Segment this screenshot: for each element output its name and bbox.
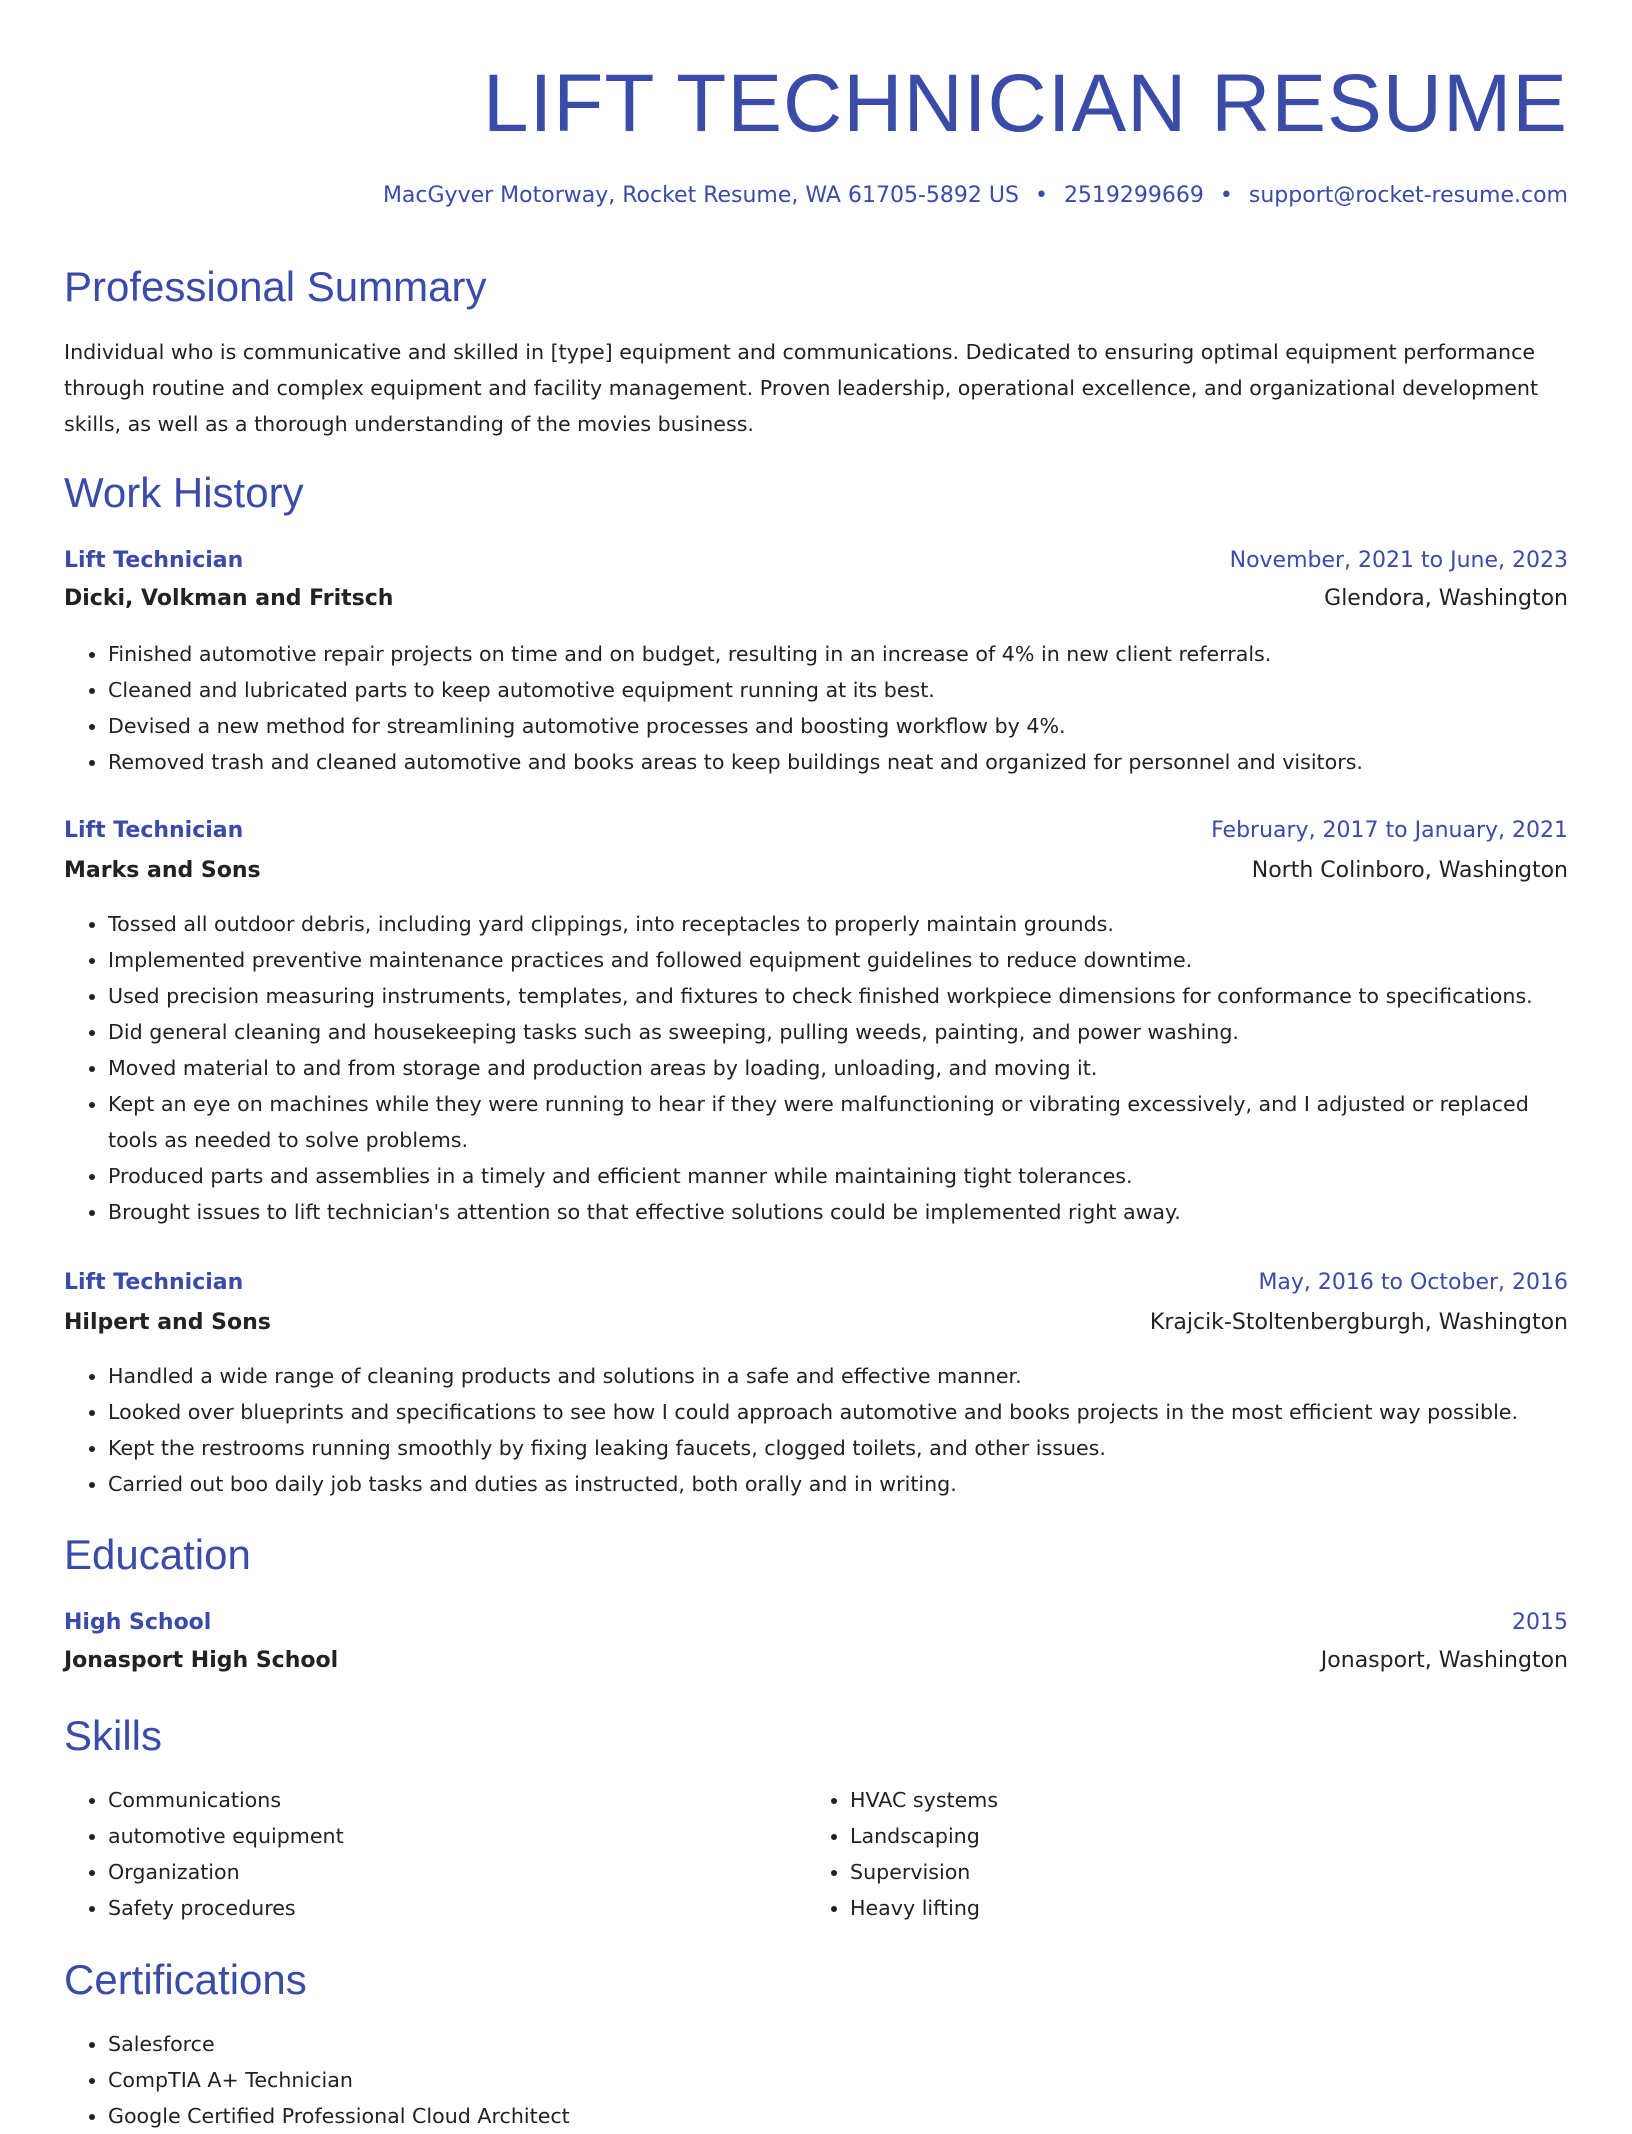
education-school-row <box>64 1643 1568 1683</box>
contact-address: MacGyver Motorway, Rocket Resume, WA 61705-5892 US <box>382 183 1019 208</box>
list-item: • Salesforce <box>108 2026 1568 2062</box>
education-heading: Education <box>64 1531 251 1578</box>
job-2-company-row <box>64 853 1568 893</box>
job-1-title-row <box>64 543 1568 583</box>
job-1-location: Glendora, Washington <box>1324 586 1568 611</box>
job-3-bullets <box>64 1358 1568 1502</box>
list-item: • HVAC systems <box>850 1782 1550 1818</box>
list-item: • Kept the restrooms running smoothly by fixing leaking faucets, clogged toilets, and other issues. <box>108 1430 1568 1466</box>
job-1-company: Dicki, Volkman and Fritsch <box>64 586 394 611</box>
list-item: • Handled a wide range of cleaning products and solutions in a safe and effective manner. <box>108 1358 1568 1394</box>
job-2-company: Marks and Sons <box>64 858 261 883</box>
list-item: • Kept an eye on machines while they were running to hear if they were malfunctioning or vibrating excessively, and I adjusted or replaced tools as needed to solve problems. <box>108 1086 1568 1158</box>
list-item: • Cleaned and lubricated parts to keep automotive equipment running at its best. <box>108 672 1568 708</box>
education-degree-row <box>64 1605 1568 1645</box>
list-item: • Heavy lifting <box>850 1890 1550 1926</box>
list-item: • CompTIA A+ Technician <box>108 2062 1568 2098</box>
education-school: Jonasport High School <box>64 1648 339 1673</box>
skills-heading: Skills <box>64 1712 163 1759</box>
job-1-dates: November, 2021 to June, 2023 <box>1229 548 1568 573</box>
list-item: • Produced parts and assemblies in a timely and efficient manner while maintaining tight tolerances. <box>108 1158 1568 1194</box>
list-item: • Tossed all outdoor debris, including yard clippings, into receptacles to properly maintain grounds. <box>108 906 1568 942</box>
list-item: • Supervision <box>850 1854 1550 1890</box>
job-3-title-row <box>64 1265 1568 1305</box>
list-item: • Did general cleaning and housekeeping tasks such as sweeping, pulling weeds, painting, and power washing. <box>108 1014 1568 1050</box>
skills-list-left <box>64 1782 808 1926</box>
job-2-title: Lift Technician <box>64 818 244 843</box>
job-3-dates: May, 2016 to October, 2016 <box>1258 1270 1568 1295</box>
list-item: • Communications <box>108 1782 808 1818</box>
job-1-bullets <box>64 636 1568 780</box>
certifications-heading: Certifications <box>64 1956 307 2003</box>
list-item: • Landscaping <box>850 1818 1550 1854</box>
summary-text: Individual who is communicative and skilled in [type] equipment and communications. Dedicated to ensuring optimal equipment performance through routine and complex equipment and facility management. Proven leadership, operational excellence, and organizational development skills, as well as a thorough understanding of the movies business. <box>64 340 1539 436</box>
work-history-heading: Work History <box>64 469 304 516</box>
job-3-title: Lift Technician <box>64 1270 244 1295</box>
job-2-dates: February, 2017 to January, 2021 <box>1211 818 1568 843</box>
job-3-company: Hilpert and Sons <box>64 1310 271 1335</box>
skills-list-right <box>806 1782 1550 1926</box>
certifications-list <box>64 2026 1568 2134</box>
list-item: • Google Certified Professional Cloud Architect <box>108 2098 1568 2134</box>
list-item: • Moved material to and from storage and production areas by loading, unloading, and moving it. <box>108 1050 1568 1086</box>
list-item: • Organization <box>108 1854 808 1890</box>
job-1-title: Lift Technician <box>64 548 244 573</box>
contact-separator: • <box>1219 183 1233 208</box>
job-3-location: Krajcik-Stoltenbergburgh, Washington <box>1149 1310 1568 1335</box>
contact-separator: • <box>1034 183 1048 208</box>
list-item: • Carried out boo daily job tasks and duties as instructed, both orally and in writing. <box>108 1466 1568 1502</box>
job-2-bullets <box>64 906 1568 1230</box>
list-item: • Devised a new method for streamlining automotive processes and boosting workflow by 4%. <box>108 708 1568 744</box>
list-item: • Used precision measuring instruments, templates, and fixtures to check finished workpiece dimensions for conformance to specifications. <box>108 978 1568 1014</box>
contact-email: support@rocket-resume.com <box>1248 183 1568 208</box>
list-item: • Removed trash and cleaned automotive and books areas to keep buildings neat and organized for personnel and visitors. <box>108 744 1568 780</box>
list-item: • automotive equipment <box>108 1818 808 1854</box>
job-2-location: North Colinboro, Washington <box>1251 858 1568 883</box>
list-item: • Looked over blueprints and specifications to see how I could approach automotive and books projects in the most efficient way possible. <box>108 1394 1568 1430</box>
contact-phone: 2519299669 <box>1063 183 1204 208</box>
education-location: Jonasport, Washington <box>1320 1648 1568 1673</box>
list-item: • Finished automotive repair projects on time and on budget, resulting in an increase of 4% in new client referrals. <box>108 636 1568 672</box>
list-item: • Safety procedures <box>108 1890 808 1926</box>
summary-heading: Professional Summary <box>64 263 487 310</box>
job-1-company-row <box>64 581 1568 621</box>
list-item: • Brought issues to lift technician's attention so that effective solutions could be implemented right away. <box>108 1194 1568 1230</box>
resume-title: LIFT TECHNICIAN RESUME <box>482 58 1568 149</box>
education-degree: High School <box>64 1610 212 1635</box>
job-3-company-row <box>64 1305 1568 1345</box>
education-year: 2015 <box>1512 1610 1568 1635</box>
job-2-title-row <box>64 813 1568 853</box>
list-item: • Implemented preventive maintenance practices and followed equipment guidelines to reduce downtime. <box>108 942 1568 978</box>
contact-line <box>383 180 1568 212</box>
